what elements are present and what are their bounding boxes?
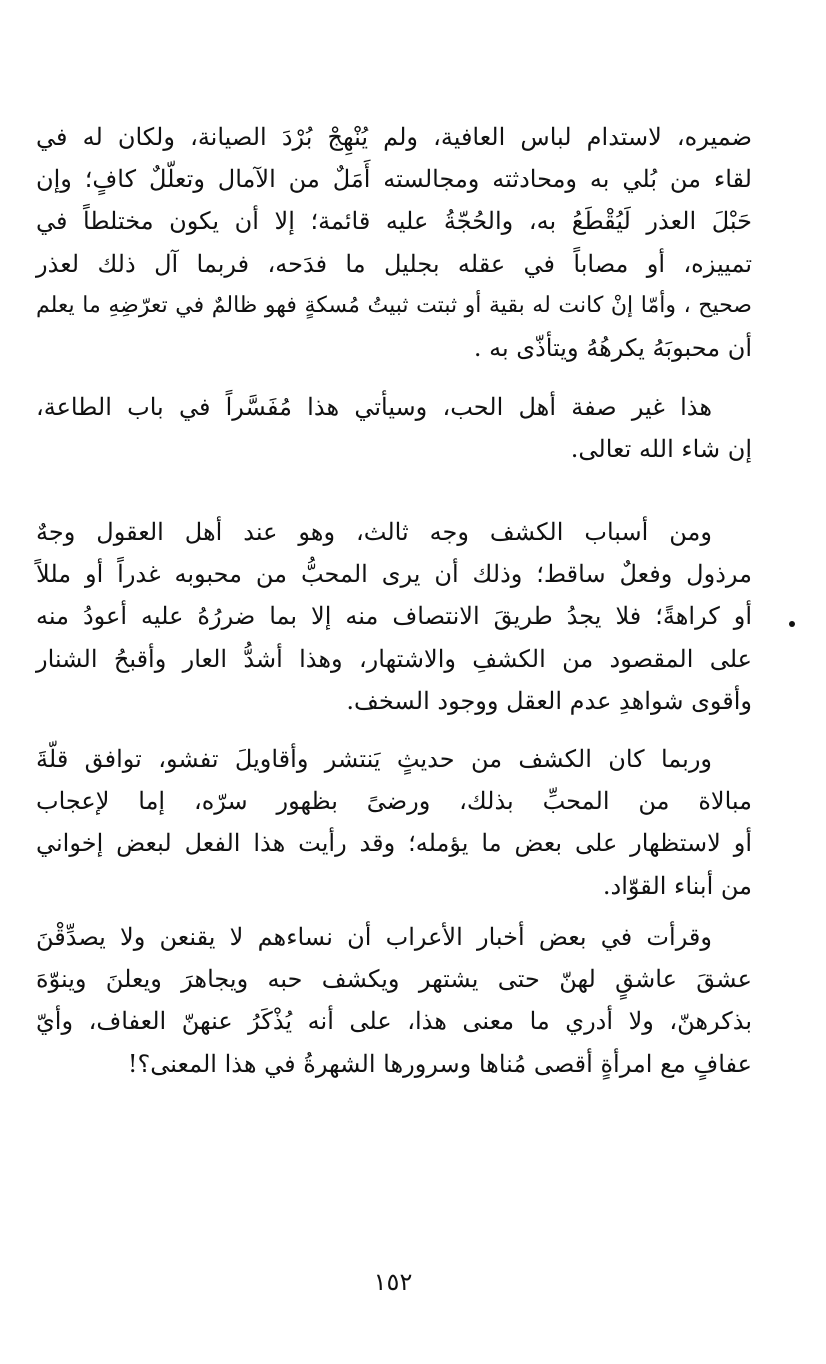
- text-line: من أبناء القوّاد.: [602, 871, 752, 900]
- text-line: مرذول وفعلٌ ساقط؛ وذلك أن يرى المحبُّ من محبوبه غدراً أو مللاً: [36, 560, 752, 589]
- text-line: هذا غير صفة أهل الحب، وسيأتي هذا مُفَسَّراً في باب الطاعة،: [36, 393, 712, 421]
- paragraph-3: [36, 511, 752, 722]
- text-line: حَبْلَ العذر لَيُقْطَعُ به، والحُجّةُ عليه قائمة؛ إلا أن يكون مختلطاً في: [36, 207, 752, 236]
- paragraph-4: [36, 738, 752, 907]
- paragraph-5: [36, 916, 752, 1085]
- text-line: عفافٍ مع امرأةٍ أقصى مُناها وسرورها الشهرةُ في هذا المعنى؟!: [127, 1049, 752, 1078]
- text-line: إن شاء الله تعالى.: [570, 435, 752, 464]
- margin-mark: [789, 621, 795, 627]
- text-line: ومن أسباب الكشف وجه ثالث، وهو عند أهل العقول وجهٌ: [36, 518, 712, 546]
- text-line: بذكرهنّ، ولا أدري ما معنى هذا، على أنه يُذْكَرُ عنهنّ العفاف، وأيّ: [36, 1007, 752, 1036]
- text-line: لقاء من بُلي به ومحادثته ومجالسته أَمَلٌ من الآمال وتعلّلٌ كافٍ؛ وإن: [36, 165, 752, 194]
- text-line: وربما كان الكشف من حديثٍ يَنتشر وأقاويلَ تفشو، توافق قلّةَ: [36, 745, 712, 773]
- text-line: مبالاة من المحبِّ بذلك، ورضىً بظهور سرّه، إما لإعجاب: [36, 787, 752, 816]
- text-line: صحيح ، وأمّا إنْ كانت له بقية أو ثبتت ثبيتُ مُسكةٍ فهو ظالمٌ في تعرّضِهِ ما يعلم: [36, 292, 752, 318]
- text-line: وقرأت في بعض أخبار الأعراب أن نساءهم لا يقنعن ولا يصدِّقْنَ: [36, 923, 712, 951]
- text-line: عشقَ عاشقٍ لهنّ حتى يشتهر ويكشف حبه ويجاهرَ ويعلنَ وينوّهَ: [36, 965, 752, 994]
- text-line: أن محبوبَهُ يكرهُهُ ويتأذّى به .: [473, 334, 752, 363]
- paragraph-1: [36, 116, 752, 369]
- page-number: ١٥٢: [373, 1268, 413, 1296]
- paragraph-2: [36, 386, 752, 470]
- text-line: ضميره، لاستدام لباس العافية، ولم يُنْهِجْ بُرْدَ الصيانة، ولكان له في: [36, 123, 752, 151]
- text-line: على المقصود من الكشفِ والاشتهار، وهذا أشدُّ العار وأقبحُ الشنار: [36, 644, 752, 673]
- text-line: أو لاستظهار على بعض ما يؤمله؛ وقد رأيت هذا الفعل لبعض إخواني: [36, 829, 752, 858]
- text-line: تمييزه، أو مصاباً في عقله بجليل ما فدَحه، فربما آل ذلك لعذر: [36, 249, 752, 278]
- text-line: وأقوى شواهدِ عدم العقل ووجود السخف.: [346, 686, 752, 715]
- text-line: أو كراهةً؛ فلا يجدُ طريقَ الانتصاف منه إلا بما ضررُهُ عليه أعودُ منه: [36, 602, 752, 631]
